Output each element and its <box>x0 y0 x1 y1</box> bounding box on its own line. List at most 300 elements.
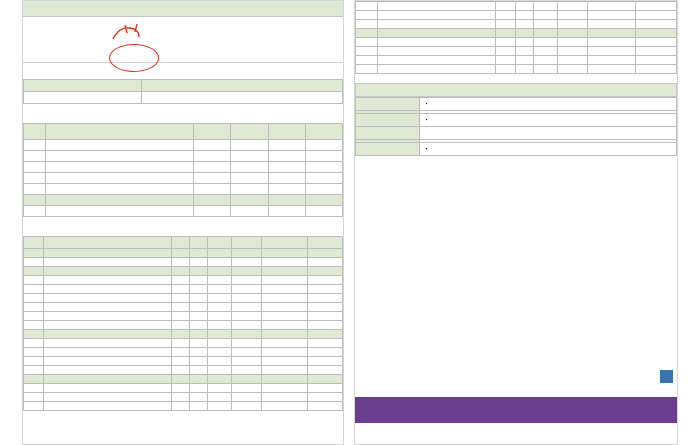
ovs-label <box>356 98 420 111</box>
reg-theme <box>142 92 343 104</box>
summary-table <box>23 123 343 217</box>
annotation-scribble <box>109 23 149 45</box>
cell <box>44 267 172 276</box>
cell <box>262 384 308 393</box>
cell <box>356 47 378 56</box>
cell <box>636 11 677 20</box>
sum-h2 <box>194 124 231 140</box>
cell <box>588 65 636 74</box>
crs-h0 <box>24 237 44 249</box>
cell <box>190 366 208 375</box>
crs-h1 <box>44 237 172 249</box>
crs-h3 <box>190 237 208 249</box>
summary-heading <box>23 109 343 123</box>
table-row <box>24 303 343 312</box>
cell <box>308 348 343 357</box>
cell <box>308 357 343 366</box>
cell <box>308 285 343 294</box>
notice-body <box>23 17 343 63</box>
table-row <box>24 402 343 411</box>
cell <box>308 249 343 258</box>
cell <box>190 375 208 384</box>
cell <box>268 162 305 173</box>
cell <box>534 29 558 38</box>
category-row <box>24 249 343 258</box>
cell <box>232 330 262 339</box>
failed-note <box>355 74 677 77</box>
table-row <box>24 140 343 151</box>
table-row <box>24 173 343 184</box>
cell <box>24 339 44 348</box>
cell <box>46 162 194 173</box>
cell <box>636 20 677 29</box>
summary-header-row <box>24 124 343 140</box>
ovs-plan-row <box>356 127 677 140</box>
ovs-schedule-row <box>356 98 677 111</box>
cell <box>208 312 232 321</box>
table-row <box>24 162 343 173</box>
cell <box>232 249 262 258</box>
cell <box>516 20 534 29</box>
cell <box>356 29 378 38</box>
cell <box>172 357 190 366</box>
cell <box>231 162 268 173</box>
cell <box>24 140 46 151</box>
cell <box>232 348 262 357</box>
cell <box>232 339 262 348</box>
cell <box>172 294 190 303</box>
cell <box>636 47 677 56</box>
cell <box>194 206 231 217</box>
table-row <box>356 47 677 56</box>
cell <box>208 321 232 330</box>
cell <box>194 162 231 173</box>
cell <box>308 312 343 321</box>
table-row <box>24 366 343 375</box>
courses-header-row <box>24 237 343 249</box>
cell <box>356 2 378 11</box>
cell <box>172 276 190 285</box>
crs-h7 <box>308 237 343 249</box>
file-link-row: ・ <box>423 116 430 124</box>
cell <box>172 384 190 393</box>
cell <box>194 184 231 195</box>
cell <box>172 249 190 258</box>
cell <box>516 47 534 56</box>
table-row <box>356 65 677 74</box>
cell <box>208 348 232 357</box>
cell <box>194 151 231 162</box>
cell <box>496 2 516 11</box>
cell <box>232 303 262 312</box>
cell <box>516 56 534 65</box>
table-row <box>356 56 677 65</box>
cell <box>356 20 378 29</box>
cell <box>172 267 190 276</box>
cell <box>534 56 558 65</box>
right-panel <box>354 0 678 445</box>
cell <box>496 11 516 20</box>
cell <box>172 258 190 267</box>
table-row <box>24 294 343 303</box>
ovs-cert-row <box>356 143 677 156</box>
table-row <box>24 357 343 366</box>
cell <box>558 29 588 38</box>
cell <box>46 206 194 217</box>
category-row <box>24 330 343 339</box>
reg-course <box>24 92 142 104</box>
cell <box>208 393 232 402</box>
cell <box>558 11 588 20</box>
cell <box>232 321 262 330</box>
crs-h5 <box>232 237 262 249</box>
cell <box>44 375 172 384</box>
cell <box>308 267 343 276</box>
table-row <box>24 339 343 348</box>
cell <box>262 258 308 267</box>
table-row <box>24 206 343 217</box>
scroll-top-button[interactable] <box>660 370 673 383</box>
cell <box>172 330 190 339</box>
cell <box>24 276 44 285</box>
cell <box>558 47 588 56</box>
cell <box>378 38 496 47</box>
cell <box>308 366 343 375</box>
table-row <box>24 348 343 357</box>
table-row <box>24 312 343 321</box>
sum-h0 <box>24 124 46 140</box>
cell <box>378 47 496 56</box>
cell <box>262 366 308 375</box>
cell <box>44 330 172 339</box>
cell <box>208 366 232 375</box>
cell <box>172 312 190 321</box>
cell <box>356 11 378 20</box>
cell <box>231 140 268 151</box>
cell <box>190 357 208 366</box>
ovs-label <box>356 143 420 156</box>
cell <box>262 357 308 366</box>
cell <box>190 384 208 393</box>
ovs-label <box>356 114 420 127</box>
ovs-value <box>420 114 677 127</box>
cell <box>208 285 232 294</box>
cell <box>24 384 44 393</box>
cell <box>262 276 308 285</box>
cell <box>24 402 44 411</box>
cell <box>636 38 677 47</box>
footer <box>355 397 677 423</box>
cell <box>588 2 636 11</box>
ovs-value <box>420 143 677 156</box>
cell <box>516 11 534 20</box>
cell <box>172 402 190 411</box>
cell <box>232 357 262 366</box>
cell <box>190 348 208 357</box>
cell <box>24 258 44 267</box>
cell <box>190 339 208 348</box>
cell <box>496 56 516 65</box>
cell <box>558 2 588 11</box>
cell <box>208 303 232 312</box>
cell <box>308 330 343 339</box>
ovs-value <box>420 98 677 111</box>
courses-table-continued <box>355 1 677 74</box>
cell <box>24 267 44 276</box>
cell <box>24 173 46 184</box>
sum2-h1 <box>46 195 194 206</box>
cell <box>231 184 268 195</box>
cell <box>44 294 172 303</box>
file-link-row: ・ <box>423 100 430 108</box>
cell <box>262 285 308 294</box>
crs-h6 <box>262 237 308 249</box>
cell <box>378 2 496 11</box>
cell <box>172 339 190 348</box>
program-title <box>23 65 343 77</box>
cell <box>24 330 44 339</box>
sum2-h5 <box>305 195 342 206</box>
cell <box>516 65 534 74</box>
cell <box>516 29 534 38</box>
table-row <box>24 151 343 162</box>
cell <box>356 56 378 65</box>
cell <box>44 258 172 267</box>
cell <box>232 375 262 384</box>
cell <box>24 348 44 357</box>
cell <box>46 151 194 162</box>
cell <box>516 2 534 11</box>
cell <box>496 38 516 47</box>
notice-title <box>23 1 343 17</box>
table-row <box>24 393 343 402</box>
cell <box>268 151 305 162</box>
cell <box>305 206 342 217</box>
cell <box>305 151 342 162</box>
table-row <box>356 11 677 20</box>
ovs-label <box>356 127 420 140</box>
sum2-h0 <box>24 195 46 206</box>
cell <box>232 294 262 303</box>
ovs-value <box>420 127 677 140</box>
cell <box>262 321 308 330</box>
cell <box>534 20 558 29</box>
cell <box>588 56 636 65</box>
table-row <box>356 2 677 11</box>
cell <box>308 375 343 384</box>
cell <box>190 276 208 285</box>
cell <box>308 339 343 348</box>
courses-table <box>23 236 343 411</box>
cell <box>262 402 308 411</box>
cell <box>172 375 190 384</box>
cell <box>24 285 44 294</box>
cell <box>44 285 172 294</box>
category-row <box>24 267 343 276</box>
cell <box>308 276 343 285</box>
cell <box>44 393 172 402</box>
cell <box>636 56 677 65</box>
cell <box>534 2 558 11</box>
cell <box>44 384 172 393</box>
table-row <box>24 321 343 330</box>
cell <box>24 357 44 366</box>
crs-h4 <box>208 237 232 249</box>
cell <box>24 162 46 173</box>
cell <box>44 312 172 321</box>
cell <box>24 375 44 384</box>
overseas-table <box>355 97 677 156</box>
cell <box>194 173 231 184</box>
cell <box>172 393 190 402</box>
cell <box>588 38 636 47</box>
cell <box>172 321 190 330</box>
cell <box>262 312 308 321</box>
cell <box>262 303 308 312</box>
cell <box>208 249 232 258</box>
cell <box>46 140 194 151</box>
cell <box>262 267 308 276</box>
cell <box>356 65 378 74</box>
cell <box>208 276 232 285</box>
cell <box>268 173 305 184</box>
cell <box>232 267 262 276</box>
cell <box>232 402 262 411</box>
cell <box>190 321 208 330</box>
cell <box>308 393 343 402</box>
overseas-heading <box>355 83 677 97</box>
cell <box>24 294 44 303</box>
cell <box>378 65 496 74</box>
cell <box>308 258 343 267</box>
cell <box>208 267 232 276</box>
cell <box>172 285 190 294</box>
cell <box>308 294 343 303</box>
cell <box>44 348 172 357</box>
cell <box>558 56 588 65</box>
cell <box>558 20 588 29</box>
cell <box>588 11 636 20</box>
left-panel <box>22 0 344 445</box>
cell <box>231 206 268 217</box>
cell <box>232 393 262 402</box>
cell <box>534 47 558 56</box>
cell <box>305 162 342 173</box>
cell <box>208 375 232 384</box>
cell <box>558 38 588 47</box>
cell <box>356 38 378 47</box>
cell <box>44 366 172 375</box>
cell <box>208 330 232 339</box>
cell <box>190 285 208 294</box>
cell <box>231 151 268 162</box>
cell <box>636 2 677 11</box>
cell <box>588 47 636 56</box>
sum-h1 <box>46 124 194 140</box>
cell <box>190 267 208 276</box>
cell <box>516 38 534 47</box>
cell <box>190 303 208 312</box>
cell <box>496 29 516 38</box>
cell <box>305 173 342 184</box>
cell <box>232 384 262 393</box>
cell <box>172 303 190 312</box>
cell <box>305 184 342 195</box>
cell <box>268 140 305 151</box>
cell <box>190 330 208 339</box>
cell <box>24 249 44 258</box>
table-row <box>356 38 677 47</box>
cell <box>44 339 172 348</box>
sum2-h2 <box>194 195 231 206</box>
cell <box>208 384 232 393</box>
cell <box>308 321 343 330</box>
cell <box>44 303 172 312</box>
cell <box>190 312 208 321</box>
reg-header-theme <box>142 80 343 92</box>
cell <box>208 294 232 303</box>
cell <box>24 151 46 162</box>
cell <box>262 393 308 402</box>
registration-table <box>23 79 343 104</box>
cell <box>558 65 588 74</box>
cell <box>262 375 308 384</box>
cell <box>534 38 558 47</box>
cell <box>232 258 262 267</box>
cell <box>262 249 308 258</box>
cell <box>231 173 268 184</box>
cell <box>262 330 308 339</box>
cell <box>24 303 44 312</box>
cell <box>190 402 208 411</box>
sum-h4 <box>268 124 305 140</box>
category-row <box>24 375 343 384</box>
cell <box>305 140 342 151</box>
cell <box>208 339 232 348</box>
category-row <box>356 29 677 38</box>
cell <box>232 285 262 294</box>
cell <box>636 29 677 38</box>
cell <box>262 339 308 348</box>
cell <box>44 249 172 258</box>
cell <box>44 321 172 330</box>
cell <box>232 366 262 375</box>
cell <box>208 357 232 366</box>
sum-h5 <box>305 124 342 140</box>
cell <box>24 312 44 321</box>
notice-line <box>33 55 49 61</box>
sum2-h3 <box>231 195 268 206</box>
table-row <box>24 285 343 294</box>
cell <box>496 20 516 29</box>
cell <box>496 65 516 74</box>
cell <box>208 258 232 267</box>
cell <box>308 384 343 393</box>
cell <box>208 402 232 411</box>
cell <box>194 140 231 151</box>
sum2-h4 <box>268 195 305 206</box>
cell <box>190 249 208 258</box>
cell <box>308 303 343 312</box>
ovs-langdoc-row <box>356 114 677 127</box>
cell <box>172 348 190 357</box>
cell <box>378 56 496 65</box>
file-link-row: ・ <box>423 145 430 153</box>
cell <box>636 65 677 74</box>
cell <box>588 20 636 29</box>
cell <box>378 11 496 20</box>
annotation-circle <box>109 44 159 72</box>
